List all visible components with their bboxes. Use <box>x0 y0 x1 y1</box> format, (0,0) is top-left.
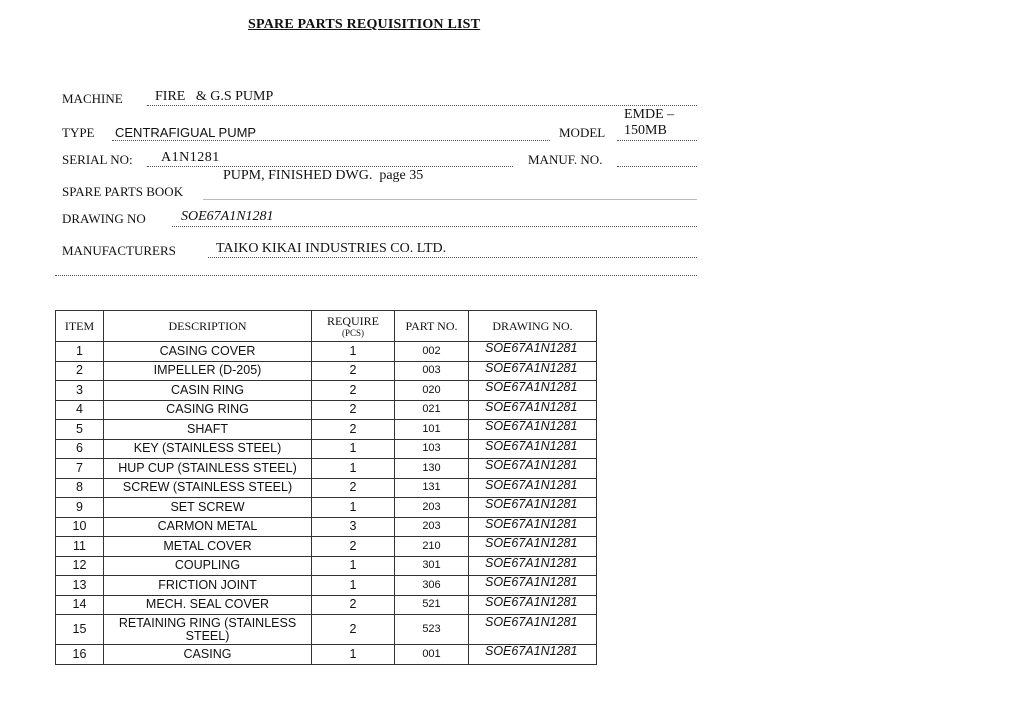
table-row <box>56 576 597 596</box>
cell-item: 6 <box>56 439 104 459</box>
cell-description: FRICTION JOINT <box>104 576 312 596</box>
table-row <box>56 595 597 615</box>
cell-require: 1 <box>312 556 395 576</box>
cell-require: 3 <box>312 517 395 537</box>
cell-require: 2 <box>312 615 395 645</box>
cell-drawing-no: SOE67A1N1281 <box>469 556 597 576</box>
cell-item: 12 <box>56 556 104 576</box>
cell-part-no: 131 <box>395 478 469 498</box>
table-row <box>56 361 597 381</box>
header-item: ITEM <box>56 311 104 342</box>
cell-part-no: 020 <box>395 381 469 401</box>
cell-item: 9 <box>56 498 104 518</box>
cell-require: 2 <box>312 381 395 401</box>
cell-require: 1 <box>312 342 395 362</box>
cell-drawing-no: SOE67A1N1281 <box>469 439 597 459</box>
section-divider <box>55 275 697 276</box>
cell-description: CASING <box>104 645 312 665</box>
type-label: TYPE <box>62 125 95 140</box>
cell-item: 1 <box>56 342 104 362</box>
cell-description: CASING COVER <box>104 342 312 362</box>
cell-require: 1 <box>312 645 395 665</box>
cell-require: 1 <box>312 459 395 479</box>
table-row <box>56 517 597 537</box>
cell-item: 11 <box>56 537 104 557</box>
cell-description: IMPELLER (D-205) <box>104 361 312 381</box>
document-title: SPARE PARTS REQUISITION LIST <box>248 17 481 32</box>
cell-item: 14 <box>56 595 104 615</box>
cell-part-no: 021 <box>395 400 469 420</box>
cell-require: 2 <box>312 595 395 615</box>
manufacturers-label: MANUFACTURERS <box>62 243 176 258</box>
cell-item: 16 <box>56 645 104 665</box>
header-require-label: REQUIRE <box>327 313 379 328</box>
cell-part-no: 306 <box>395 576 469 596</box>
cell-description: COUPLING <box>104 556 312 576</box>
cell-drawing-no: SOE67A1N1281 <box>469 645 597 665</box>
table-row <box>56 645 597 665</box>
cell-drawing-no: SOE67A1N1281 <box>469 576 597 596</box>
cell-require: 2 <box>312 537 395 557</box>
cell-drawing-no: SOE67A1N1281 <box>469 381 597 401</box>
cell-part-no: 521 <box>395 595 469 615</box>
cell-description <box>104 615 312 645</box>
cell-require: 2 <box>312 420 395 440</box>
cell-part-no: 210 <box>395 537 469 557</box>
table-row <box>56 420 597 440</box>
machine-underline <box>147 105 697 106</box>
manufacturers-underline <box>208 257 697 258</box>
serial-no-value: A1N1281 <box>161 150 220 165</box>
cell-description: CASIN RING <box>104 381 312 401</box>
cell-part-no: 003 <box>395 361 469 381</box>
cell-description: HUP CUP (STAINLESS STEEL) <box>104 459 312 479</box>
type-underline <box>112 140 550 141</box>
header-require <box>312 311 395 342</box>
cell-description: METAL COVER <box>104 537 312 557</box>
cell-description: CARMON METAL <box>104 517 312 537</box>
cell-item: 7 <box>56 459 104 479</box>
manuf-no-underline <box>617 166 697 167</box>
model-value-line2: 150MB <box>624 123 667 138</box>
table-row <box>56 439 597 459</box>
cell-description: SET SCREW <box>104 498 312 518</box>
cell-drawing-no: SOE67A1N1281 <box>469 537 597 557</box>
table-row <box>56 381 597 401</box>
cell-drawing-no: SOE67A1N1281 <box>469 478 597 498</box>
cell-description: SCREW (STAINLESS STEEL) <box>104 478 312 498</box>
machine-value: FIRE & G.S PUMP <box>155 89 274 104</box>
model-underline <box>617 140 697 141</box>
cell-drawing-no: SOE67A1N1281 <box>469 595 597 615</box>
cell-part-no: 103 <box>395 439 469 459</box>
cell-item: 5 <box>56 420 104 440</box>
cell-require: 1 <box>312 498 395 518</box>
cell-part-no: 101 <box>395 420 469 440</box>
table-row <box>56 400 597 420</box>
table-row <box>56 459 597 479</box>
header-part-no: PART NO. <box>395 311 469 342</box>
model-label: MODEL <box>559 125 606 140</box>
cell-item: 4 <box>56 400 104 420</box>
table-header-row <box>56 311 597 342</box>
manuf-no-label: MANUF. NO. <box>528 152 603 167</box>
table-row <box>56 537 597 557</box>
cell-description-line1: RETAINING RING (STAINLESS <box>118 615 297 630</box>
spare-parts-book-underline <box>203 199 697 200</box>
spare-parts-book-label: SPARE PARTS BOOK <box>62 184 184 199</box>
cell-part-no: 203 <box>395 498 469 518</box>
serial-no-underline <box>147 166 513 167</box>
cell-description: CASING RING <box>104 400 312 420</box>
cell-item: 2 <box>56 361 104 381</box>
cell-description: SHAFT <box>104 420 312 440</box>
cell-drawing-no: SOE67A1N1281 <box>469 342 597 362</box>
cell-drawing-no: SOE67A1N1281 <box>469 361 597 381</box>
cell-item: 13 <box>56 576 104 596</box>
cell-drawing-no: SOE67A1N1281 <box>469 517 597 537</box>
cell-drawing-no: SOE67A1N1281 <box>469 420 597 440</box>
drawing-no-value: SOE67A1N1281 <box>181 209 274 224</box>
cell-drawing-no: SOE67A1N1281 <box>469 459 597 479</box>
cell-description: KEY (STAINLESS STEEL) <box>104 439 312 459</box>
cell-part-no: 130 <box>395 459 469 479</box>
cell-item: 8 <box>56 478 104 498</box>
table-row <box>56 556 597 576</box>
cell-require: 2 <box>312 361 395 381</box>
table-row <box>56 615 597 645</box>
cell-part-no: 203 <box>395 517 469 537</box>
header-require-unit: (PCS) <box>341 327 364 338</box>
parts-table <box>55 310 597 665</box>
cell-require: 1 <box>312 439 395 459</box>
cell-item: 3 <box>56 381 104 401</box>
cell-require: 2 <box>312 400 395 420</box>
manufacturers-value: TAIKO KIKAI INDUSTRIES CO. LTD. <box>216 241 447 256</box>
table-row <box>56 478 597 498</box>
cell-require: 2 <box>312 478 395 498</box>
header-drawing-no: DRAWING NO. <box>469 311 597 342</box>
drawing-no-label: DRAWING NO <box>62 211 146 226</box>
type-value: CENTRAFIGUAL PUMP <box>115 125 257 140</box>
model-value-line1: EMDE – <box>624 107 675 122</box>
header-description: DESCRIPTION <box>104 311 312 342</box>
table-row <box>56 498 597 518</box>
cell-part-no: 301 <box>395 556 469 576</box>
machine-label: MACHINE <box>62 91 123 106</box>
cell-part-no: 001 <box>395 645 469 665</box>
cell-part-no: 523 <box>395 615 469 645</box>
spare-parts-book-value: PUPM, FINISHED DWG. page 35 <box>223 168 424 183</box>
cell-description: MECH. SEAL COVER <box>104 595 312 615</box>
table-row <box>56 342 597 362</box>
serial-no-label: SERIAL NO: <box>62 152 133 167</box>
cell-drawing-no: SOE67A1N1281 <box>469 498 597 518</box>
cell-description-line2: STEEL) <box>185 628 230 643</box>
cell-part-no: 002 <box>395 342 469 362</box>
cell-item: 10 <box>56 517 104 537</box>
drawing-no-underline <box>172 226 697 227</box>
cell-require: 1 <box>312 576 395 596</box>
cell-drawing-no: SOE67A1N1281 <box>469 400 597 420</box>
cell-drawing-no: SOE67A1N1281 <box>469 615 597 645</box>
cell-item: 15 <box>56 615 104 645</box>
